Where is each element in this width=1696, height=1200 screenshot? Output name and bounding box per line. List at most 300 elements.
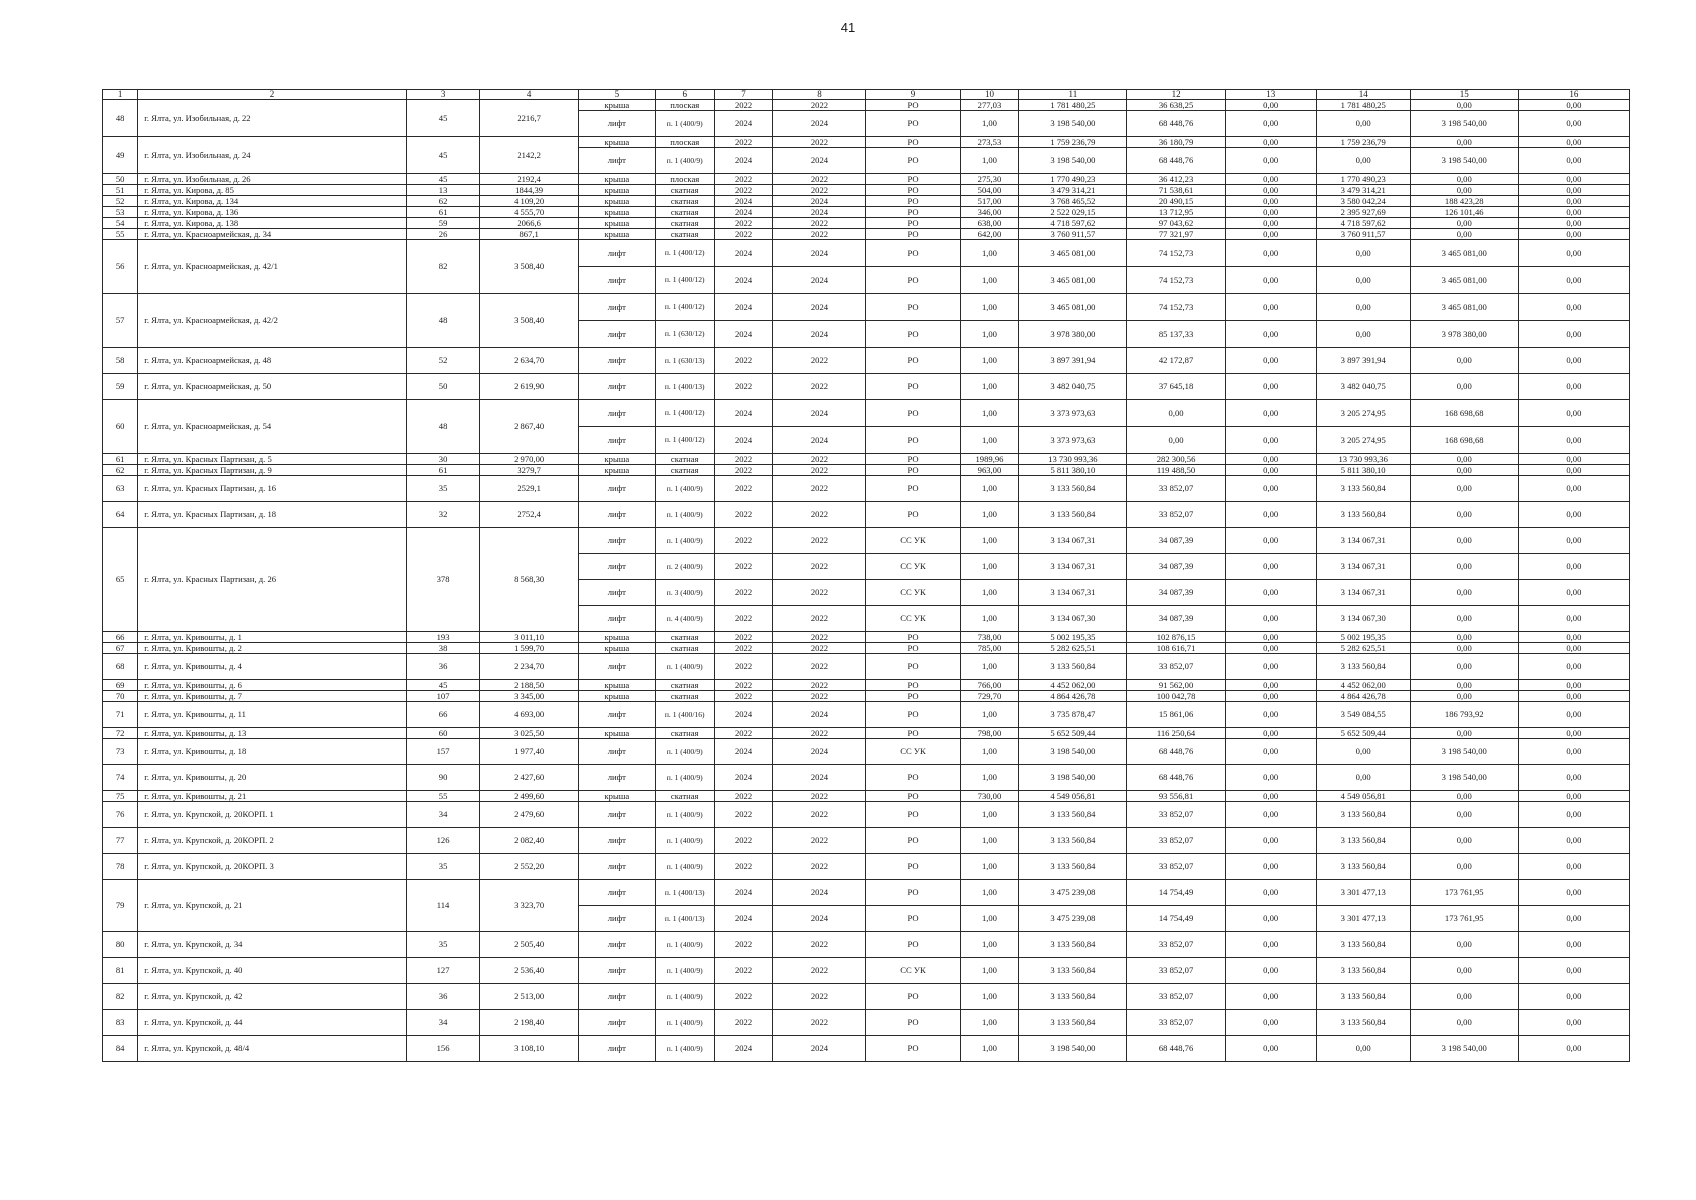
table-cell: 0,00 — [1518, 606, 1629, 632]
table-cell: РО — [866, 294, 960, 321]
table-cell: 3 198 540,00 — [1410, 111, 1518, 137]
table-cell: лифт — [578, 294, 655, 321]
table-cell: 34 — [406, 802, 480, 828]
column-number-header: 9 — [866, 90, 960, 100]
table-cell: 0,00 — [1518, 654, 1629, 680]
table-cell: 0,00 — [1410, 606, 1518, 632]
table-cell: РО — [866, 880, 960, 906]
table-cell: 638,00 — [960, 218, 1019, 229]
table-cell: 3 108,10 — [480, 1036, 578, 1062]
table-cell: крыша — [578, 218, 655, 229]
table-cell: РО — [866, 828, 960, 854]
table-cell: РО — [866, 1036, 960, 1062]
table-cell: 1 599,70 — [480, 643, 578, 654]
table-cell: 277,03 — [960, 100, 1019, 111]
table-cell: 2 499,60 — [480, 791, 578, 802]
address-cell: г. Ялта, ул. Красных Партизан, д. 26 — [138, 528, 406, 632]
table-cell: 0,00 — [1225, 632, 1316, 643]
table-cell: 0,00 — [1518, 828, 1629, 854]
table-cell: крыша — [578, 137, 655, 148]
table-cell: 2022 — [773, 680, 866, 691]
table-cell: 71 — [103, 702, 138, 728]
table-cell: лифт — [578, 111, 655, 137]
table-cell: лифт — [578, 906, 655, 932]
table-cell: 3 205 274,95 — [1316, 427, 1410, 454]
table-cell: 2022 — [714, 465, 773, 476]
table-cell: 84 — [103, 1036, 138, 1062]
table-cell: РО — [866, 196, 960, 207]
table-cell: 2 188,50 — [480, 680, 578, 691]
table-cell: 26 — [406, 229, 480, 240]
table-cell: 4 718 597,62 — [1316, 218, 1410, 229]
table-cell: 34 — [406, 1010, 480, 1036]
table-cell: 0,00 — [1410, 137, 1518, 148]
table-cell: 0,00 — [1518, 502, 1629, 528]
table-cell: 91 562,00 — [1127, 680, 1225, 691]
table-cell: РО — [866, 791, 960, 802]
table-cell: 1 770 490,23 — [1019, 174, 1127, 185]
address-cell: г. Ялта, ул. Крупской, д. 40 — [138, 958, 406, 984]
table-cell: 0,00 — [1518, 580, 1629, 606]
table-cell: лифт — [578, 958, 655, 984]
table-cell: 1,00 — [960, 606, 1019, 632]
table-cell: 2 198,40 — [480, 1010, 578, 1036]
table-cell: 54 — [103, 218, 138, 229]
table-cell: 2 427,60 — [480, 765, 578, 791]
table-cell: 34 087,39 — [1127, 580, 1225, 606]
table-cell: 2024 — [714, 196, 773, 207]
table-cell: 0,00 — [1518, 554, 1629, 580]
table-cell: 0,00 — [1518, 702, 1629, 728]
table-cell: 45 — [406, 174, 480, 185]
table-cell: 1,00 — [960, 427, 1019, 454]
table-cell: 45 — [406, 680, 480, 691]
table-cell: п. 3 (400/9) — [655, 580, 714, 606]
table-cell: скатная — [655, 791, 714, 802]
table-cell: лифт — [578, 400, 655, 427]
table-cell: 2022 — [773, 802, 866, 828]
address-cell: г. Ялта, ул. Изобильная, д. 24 — [138, 137, 406, 174]
table-row — [103, 691, 1630, 702]
table-cell: 2022 — [714, 100, 773, 111]
table-cell: 0,00 — [1518, 229, 1629, 240]
table-cell: 0,00 — [1225, 1036, 1316, 1062]
address-cell: г. Ялта, ул. Изобильная, д. 22 — [138, 100, 406, 137]
table-cell: 81 — [103, 958, 138, 984]
table-row — [103, 854, 1630, 880]
table-cell: 1,00 — [960, 528, 1019, 554]
table-cell: 0,00 — [1225, 465, 1316, 476]
table-cell: 3 134 067,31 — [1019, 554, 1127, 580]
table-cell: лифт — [578, 739, 655, 765]
table-cell: 0,00 — [1518, 728, 1629, 739]
table-cell: 2024 — [714, 294, 773, 321]
table-cell: 5 652 509,44 — [1316, 728, 1410, 739]
address-cell: г. Ялта, ул. Кирова, д. 85 — [138, 185, 406, 196]
table-cell: 50 — [103, 174, 138, 185]
table-cell: 0,00 — [1410, 174, 1518, 185]
table-cell: 2 395 927,69 — [1316, 207, 1410, 218]
table-cell: 13 — [406, 185, 480, 196]
table-cell: крыша — [578, 643, 655, 654]
table-cell: РО — [866, 632, 960, 643]
table-cell: 1,00 — [960, 854, 1019, 880]
table-cell: 1,00 — [960, 294, 1019, 321]
column-number-header: 4 — [480, 90, 578, 100]
table-cell: 0,00 — [1410, 728, 1518, 739]
table-cell: 0,00 — [1410, 454, 1518, 465]
table-cell: 3 133 560,84 — [1019, 802, 1127, 828]
table-cell: 3 479 314,21 — [1019, 185, 1127, 196]
table-cell: п. 1 (630/12) — [655, 321, 714, 348]
table-cell: п. 1 (400/13) — [655, 880, 714, 906]
table-cell: 56 — [103, 240, 138, 294]
table-cell: 730,00 — [960, 791, 1019, 802]
address-cell: г. Ялта, ул. Красноармейская, д. 50 — [138, 374, 406, 400]
table-cell: 1,00 — [960, 348, 1019, 374]
table-cell: 2022 — [714, 691, 773, 702]
table-cell: 67 — [103, 643, 138, 654]
table-cell: 2024 — [773, 427, 866, 454]
table-cell: 8 568,30 — [480, 528, 578, 632]
table-cell: 3 198 540,00 — [1019, 739, 1127, 765]
table-cell: 80 — [103, 932, 138, 958]
table-cell: 738,00 — [960, 632, 1019, 643]
table-row — [103, 502, 1630, 528]
table-cell: 55 — [103, 229, 138, 240]
table-cell: скатная — [655, 643, 714, 654]
table-cell: РО — [866, 240, 960, 267]
table-cell: 0,00 — [1316, 294, 1410, 321]
table-cell: 53 — [103, 207, 138, 218]
table-cell: 0,00 — [1225, 294, 1316, 321]
table-cell: 3 580 042,24 — [1316, 196, 1410, 207]
table-cell: 0,00 — [1225, 958, 1316, 984]
table-cell: 2 479,60 — [480, 802, 578, 828]
table-cell: 0,00 — [1518, 984, 1629, 1010]
table-cell: 2022 — [773, 854, 866, 880]
table-cell: 85 137,33 — [1127, 321, 1225, 348]
table-cell: 3 897 391,94 — [1019, 348, 1127, 374]
table-cell: 3 482 040,75 — [1316, 374, 1410, 400]
table-cell: РО — [866, 680, 960, 691]
table-cell: п. 1 (400/9) — [655, 802, 714, 828]
table-cell: 157 — [406, 739, 480, 765]
table-cell: лифт — [578, 267, 655, 294]
table-cell: 3 482 040,75 — [1019, 374, 1127, 400]
table-cell: 33 852,07 — [1127, 932, 1225, 958]
table-cell: 2022 — [773, 465, 866, 476]
table-row — [103, 218, 1630, 229]
table-cell: лифт — [578, 476, 655, 502]
table-cell: 2022 — [773, 632, 866, 643]
table-cell: 2022 — [714, 932, 773, 958]
table-row — [103, 240, 1630, 267]
column-number-header-row — [103, 90, 1630, 100]
table-cell: 2024 — [773, 196, 866, 207]
table-cell: РО — [866, 691, 960, 702]
table-cell: 0,00 — [1225, 680, 1316, 691]
table-cell: 50 — [406, 374, 480, 400]
table-row — [103, 984, 1630, 1010]
table-cell: 2 505,40 — [480, 932, 578, 958]
table-cell: крыша — [578, 728, 655, 739]
table-cell: 2022 — [714, 654, 773, 680]
table-cell: 30 — [406, 454, 480, 465]
table-cell: 275,30 — [960, 174, 1019, 185]
table-cell: 0,00 — [1225, 880, 1316, 906]
table-cell: 0,00 — [1316, 240, 1410, 267]
table-cell: 0,00 — [1410, 643, 1518, 654]
table-cell: крыша — [578, 680, 655, 691]
table-cell: 66 — [406, 702, 480, 728]
table-cell: крыша — [578, 632, 655, 643]
table-cell: 3 133 560,84 — [1316, 476, 1410, 502]
table-cell: 1,00 — [960, 476, 1019, 502]
table-cell: 2022 — [714, 218, 773, 229]
table-row — [103, 229, 1630, 240]
table-cell: 68 448,76 — [1127, 1036, 1225, 1062]
table-cell: 33 852,07 — [1127, 828, 1225, 854]
address-cell: г. Ялта, ул. Кривошты, д. 20 — [138, 765, 406, 791]
table-cell: 36 412,23 — [1127, 174, 1225, 185]
table-cell: 97 043,62 — [1127, 218, 1225, 229]
table-cell: 2024 — [714, 739, 773, 765]
table-cell: 0,00 — [1410, 1010, 1518, 1036]
table-row — [103, 100, 1630, 111]
table-cell: 116 250,64 — [1127, 728, 1225, 739]
table-cell: СС УК — [866, 528, 960, 554]
table-cell: 0,00 — [1225, 100, 1316, 111]
table-cell: 0,00 — [1225, 454, 1316, 465]
table-cell: 729,70 — [960, 691, 1019, 702]
table-cell: 3 133 560,84 — [1019, 984, 1127, 1010]
address-cell: г. Ялта, ул. Крупской, д. 20КОРП. 2 — [138, 828, 406, 854]
address-cell: г. Ялта, ул. Крупской, д. 42 — [138, 984, 406, 1010]
table-cell: 2 552,20 — [480, 854, 578, 880]
table-cell: 0,00 — [1225, 643, 1316, 654]
table-cell: 0,00 — [1518, 348, 1629, 374]
table-row — [103, 1010, 1630, 1036]
table-cell: 3 198 540,00 — [1019, 148, 1127, 174]
table-cell: 0,00 — [1518, 185, 1629, 196]
table-cell: 963,00 — [960, 465, 1019, 476]
table-cell: 2022 — [773, 654, 866, 680]
table-cell: 0,00 — [1225, 174, 1316, 185]
table-cell: 1,00 — [960, 321, 1019, 348]
table-cell: 0,00 — [1410, 554, 1518, 580]
table-cell: 0,00 — [1225, 185, 1316, 196]
table-cell: 2022 — [714, 580, 773, 606]
table-cell: 1989,96 — [960, 454, 1019, 465]
table-cell: 2022 — [773, 984, 866, 1010]
table-cell: 2 082,40 — [480, 828, 578, 854]
table-cell: 4 452 062,00 — [1316, 680, 1410, 691]
table-cell: 2022 — [714, 680, 773, 691]
table-cell: 5 002 195,35 — [1316, 632, 1410, 643]
table-cell: РО — [866, 374, 960, 400]
table-cell: 1 759 236,79 — [1019, 137, 1127, 148]
table-cell: 0,00 — [1410, 580, 1518, 606]
table-cell: 4 549 056,81 — [1019, 791, 1127, 802]
table-cell: РО — [866, 454, 960, 465]
table-cell: 93 556,81 — [1127, 791, 1225, 802]
table-cell: 0,00 — [1518, 528, 1629, 554]
column-number-header: 2 — [138, 90, 406, 100]
table-cell: 0,00 — [1518, 476, 1629, 502]
column-number-header: 14 — [1316, 90, 1410, 100]
table-cell: 3279,7 — [480, 465, 578, 476]
table-cell: 2022 — [714, 476, 773, 502]
table-cell: 378 — [406, 528, 480, 632]
table-cell: 0,00 — [1225, 502, 1316, 528]
table-cell: 63 — [103, 476, 138, 502]
table-cell: 273,53 — [960, 137, 1019, 148]
table-row — [103, 137, 1630, 148]
table-cell: 1,00 — [960, 739, 1019, 765]
table-cell: 2024 — [773, 1036, 866, 1062]
table-cell: 2022 — [773, 528, 866, 554]
table-cell: 0,00 — [1410, 932, 1518, 958]
table-cell: 2024 — [714, 111, 773, 137]
address-cell: г. Ялта, ул. Красноармейская, д. 54 — [138, 400, 406, 454]
table-cell: п. 1 (400/9) — [655, 854, 714, 880]
table-cell: 0,00 — [1225, 791, 1316, 802]
table-cell: СС УК — [866, 606, 960, 632]
table-cell: 14 754,49 — [1127, 906, 1225, 932]
table-cell: 2022 — [714, 454, 773, 465]
table-cell: 74 152,73 — [1127, 294, 1225, 321]
table-cell: 0,00 — [1225, 906, 1316, 932]
table-cell: 102 876,15 — [1127, 632, 1225, 643]
table-cell: РО — [866, 100, 960, 111]
column-number-header: 10 — [960, 90, 1019, 100]
table-cell: п. 1 (400/9) — [655, 148, 714, 174]
table-cell: 0,00 — [1225, 728, 1316, 739]
table-cell: 0,00 — [1518, 427, 1629, 454]
table-cell: 3 134 067,31 — [1316, 580, 1410, 606]
table-cell: 3 133 560,84 — [1019, 654, 1127, 680]
column-number-header: 6 — [655, 90, 714, 100]
table-cell: 0,00 — [1518, 765, 1629, 791]
table-cell: 1 977,40 — [480, 739, 578, 765]
address-cell: г. Ялта, ул. Кривошты, д. 11 — [138, 702, 406, 728]
table-cell: РО — [866, 802, 960, 828]
table-cell: 4 555,70 — [480, 207, 578, 218]
table-cell: 2024 — [714, 880, 773, 906]
table-cell: 0,00 — [1225, 240, 1316, 267]
table-cell: 5 282 625,51 — [1316, 643, 1410, 654]
table-cell: 71 538,61 — [1127, 185, 1225, 196]
address-cell: г. Ялта, ул. Кирова, д. 138 — [138, 218, 406, 229]
table-cell: плоская — [655, 174, 714, 185]
table-cell: 35 — [406, 932, 480, 958]
table-cell: 3 897 391,94 — [1316, 348, 1410, 374]
table-cell: 2024 — [773, 702, 866, 728]
address-cell: г. Ялта, ул. Кирова, д. 134 — [138, 196, 406, 207]
table-row — [103, 958, 1630, 984]
table-cell: лифт — [578, 654, 655, 680]
table-cell: 0,00 — [1518, 111, 1629, 137]
table-cell: 3 301 477,13 — [1316, 880, 1410, 906]
table-row — [103, 828, 1630, 854]
table-cell: РО — [866, 906, 960, 932]
table-cell: 3 301 477,13 — [1316, 906, 1410, 932]
table-cell: 2024 — [773, 240, 866, 267]
table-cell: 0,00 — [1225, 229, 1316, 240]
table-cell: 0,00 — [1410, 958, 1518, 984]
table-cell: 168 698,68 — [1410, 427, 1518, 454]
table-cell: 33 852,07 — [1127, 654, 1225, 680]
table-cell: 3 133 560,84 — [1316, 854, 1410, 880]
table-cell: 3 465 081,00 — [1019, 294, 1127, 321]
table-cell: 33 852,07 — [1127, 958, 1225, 984]
address-cell: г. Ялта, ул. Красноармейская, д. 48 — [138, 348, 406, 374]
table-cell: 168 698,68 — [1410, 400, 1518, 427]
table-cell: 33 852,07 — [1127, 984, 1225, 1010]
table-row — [103, 702, 1630, 728]
table-cell: 2022 — [714, 137, 773, 148]
table-cell: 33 852,07 — [1127, 476, 1225, 502]
table-cell: 0,00 — [1225, 765, 1316, 791]
table-cell: лифт — [578, 321, 655, 348]
table-cell: лифт — [578, 148, 655, 174]
table-cell: 48 — [406, 400, 480, 454]
table-cell: 68 448,76 — [1127, 765, 1225, 791]
table-cell: 3 198 540,00 — [1410, 765, 1518, 791]
address-cell: г. Ялта, ул. Крупской, д. 20КОРП. 1 — [138, 802, 406, 828]
table-cell: РО — [866, 137, 960, 148]
table-cell: 38 — [406, 643, 480, 654]
table-cell: 3 978 380,00 — [1410, 321, 1518, 348]
table-cell: лифт — [578, 702, 655, 728]
table-cell: 2022 — [714, 374, 773, 400]
table-cell: 3 198 540,00 — [1019, 1036, 1127, 1062]
table-cell: 126 101,46 — [1410, 207, 1518, 218]
table-cell: 2 970,00 — [480, 454, 578, 465]
table-cell: 2022 — [773, 554, 866, 580]
table-cell: 3 978 380,00 — [1019, 321, 1127, 348]
table-cell: скатная — [655, 691, 714, 702]
table-cell: 0,00 — [1225, 218, 1316, 229]
table-cell: п. 1 (400/9) — [655, 828, 714, 854]
table-cell: 2 513,00 — [480, 984, 578, 1010]
table-cell: 1,00 — [960, 984, 1019, 1010]
table-cell: 1,00 — [960, 1010, 1019, 1036]
table-cell: скатная — [655, 465, 714, 476]
table-cell: 3 133 560,84 — [1316, 502, 1410, 528]
table-cell: 3 549 084,55 — [1316, 702, 1410, 728]
address-cell: г. Ялта, ул. Кривошты, д. 6 — [138, 680, 406, 691]
table-cell: 2022 — [714, 643, 773, 654]
table-cell: п. 1 (400/9) — [655, 765, 714, 791]
table-cell: 0,00 — [1518, 880, 1629, 906]
table-cell: 90 — [406, 765, 480, 791]
table-cell: 0,00 — [1410, 680, 1518, 691]
table-cell: 0,00 — [1518, 932, 1629, 958]
table-cell: 51 — [103, 185, 138, 196]
table-cell: лифт — [578, 1010, 655, 1036]
table-cell: 35 — [406, 476, 480, 502]
table-cell: РО — [866, 932, 960, 958]
column-number-header: 8 — [773, 90, 866, 100]
table-cell: 0,00 — [1225, 476, 1316, 502]
column-number-header: 5 — [578, 90, 655, 100]
address-cell: г. Ялта, ул. Кривошты, д. 21 — [138, 791, 406, 802]
table-cell: 36 638,25 — [1127, 100, 1225, 111]
table-cell: 0,00 — [1518, 196, 1629, 207]
table-cell: 2022 — [714, 728, 773, 739]
